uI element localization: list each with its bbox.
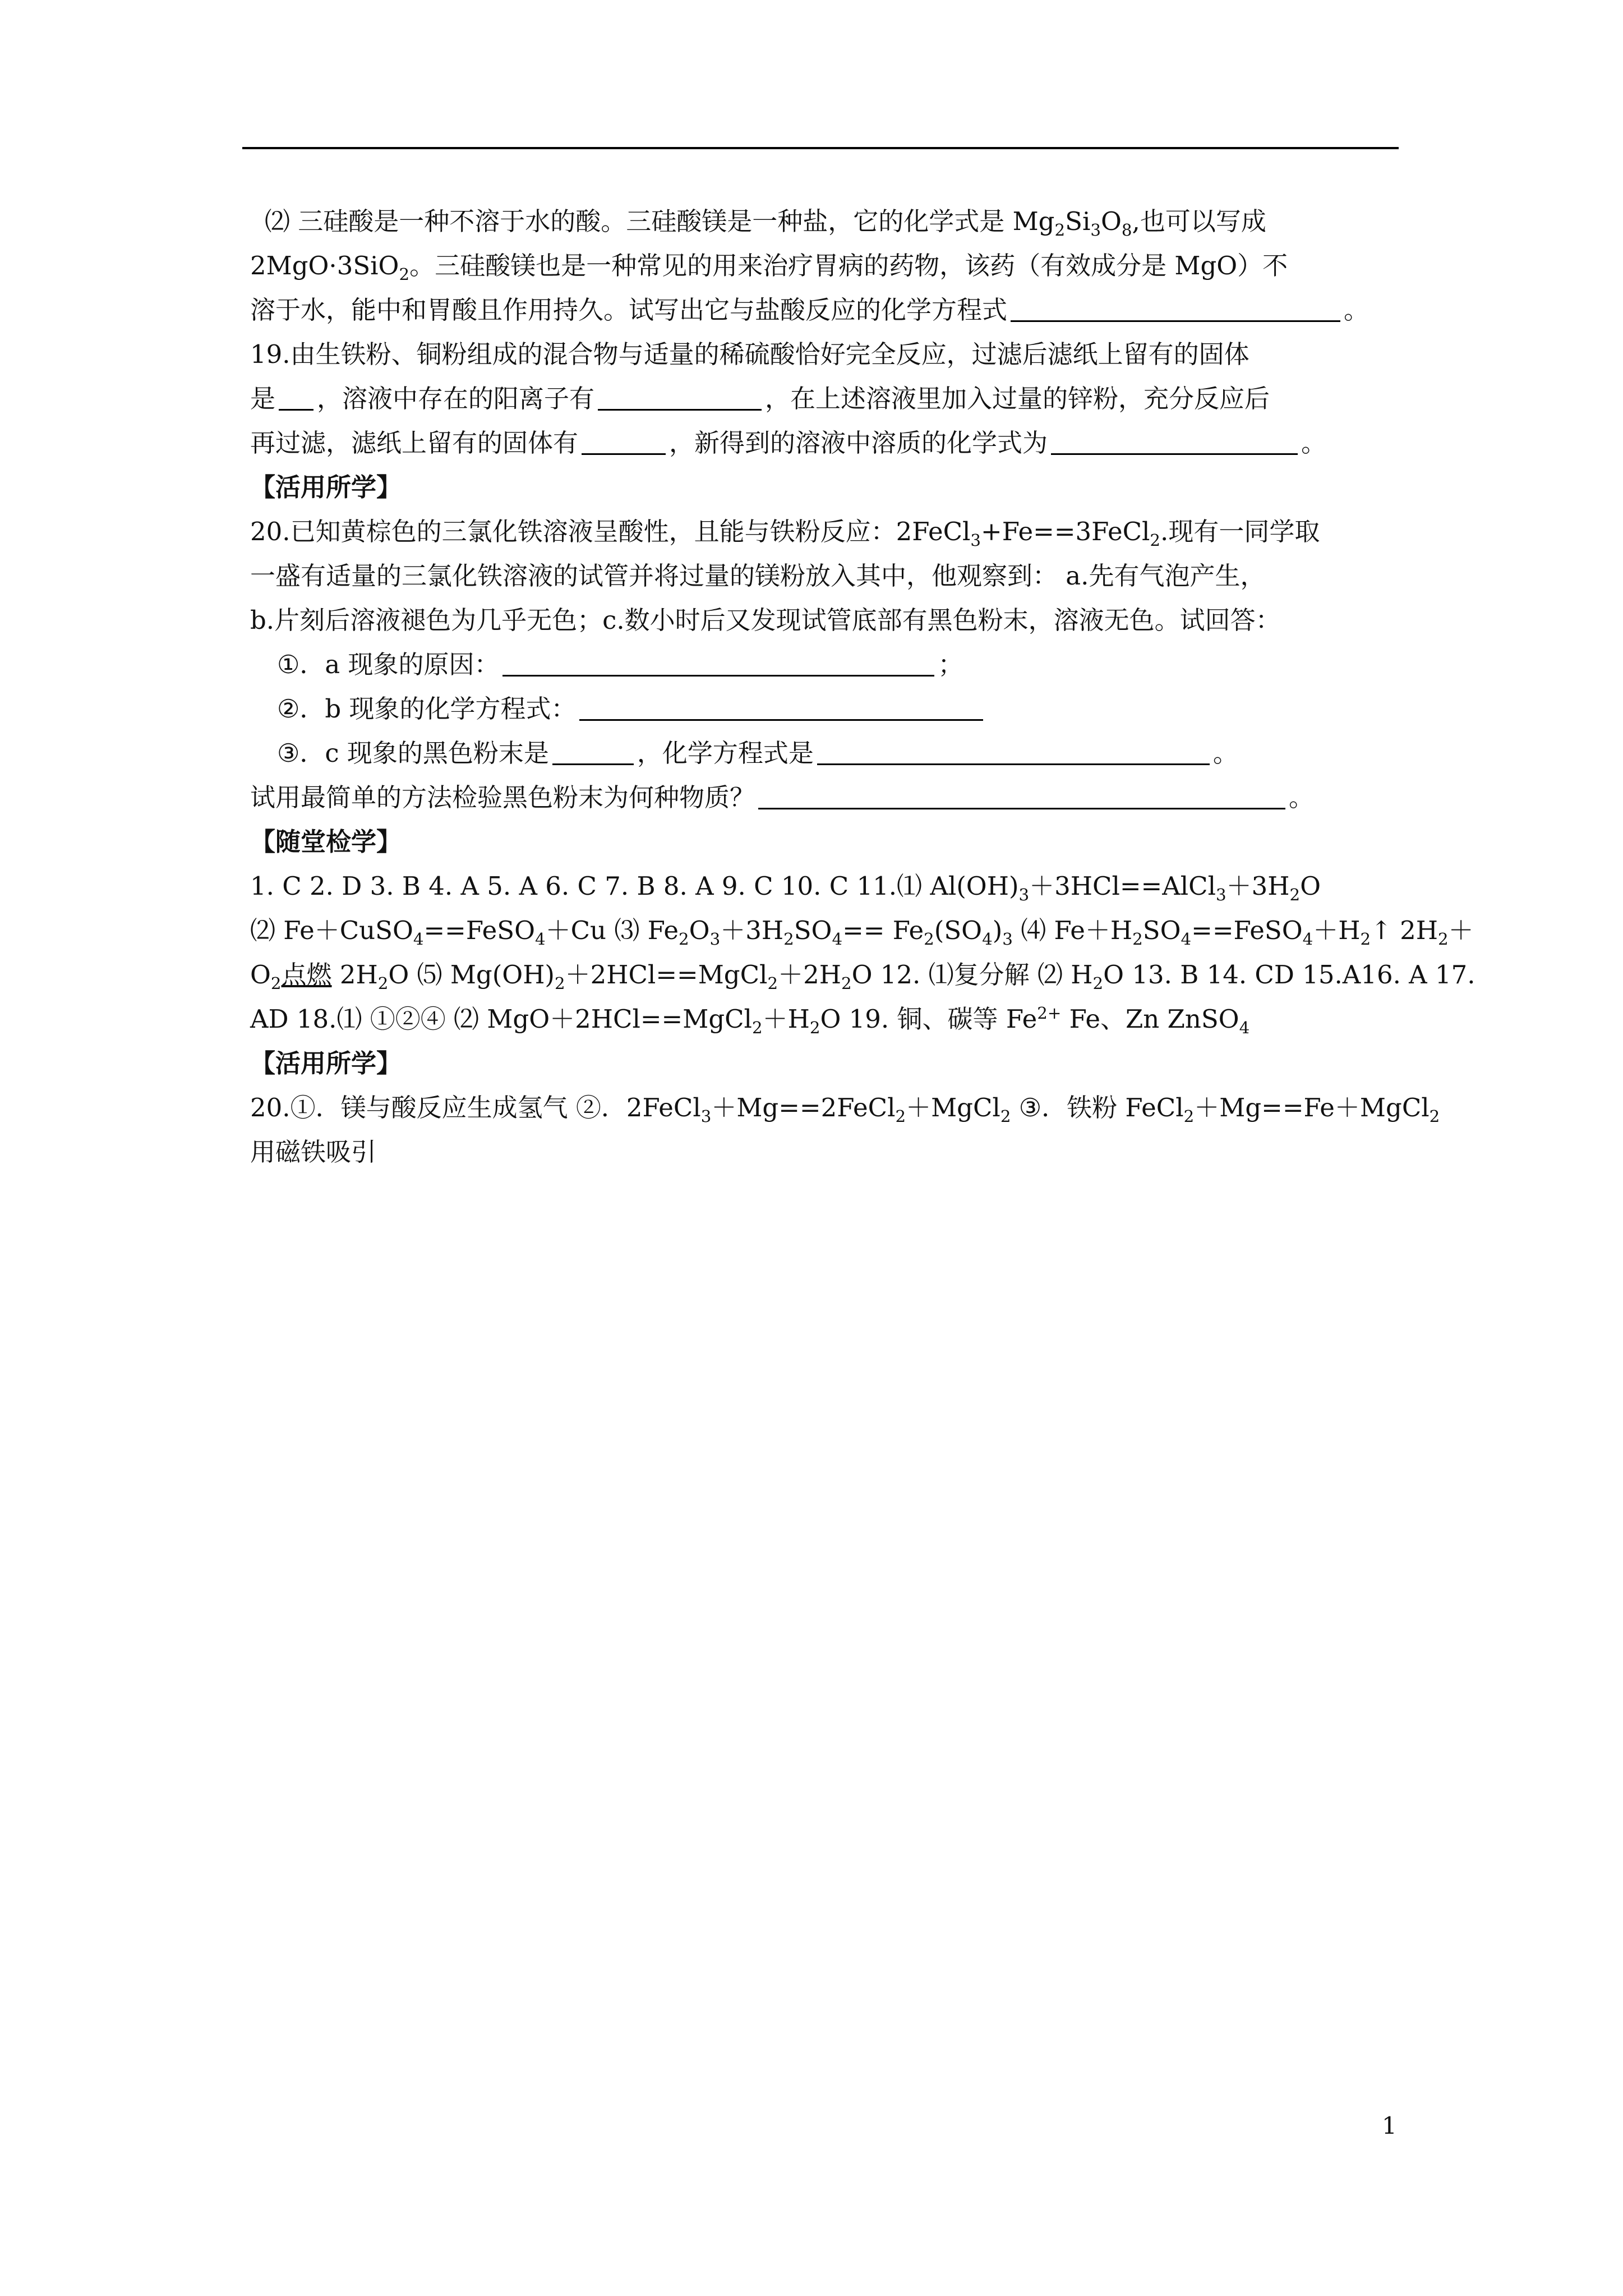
q18-part2-line3: 溶于水，能中和胃酸且作用持久。试写出它与盐酸反应的化学方程式 。 xyxy=(250,288,1439,332)
q19-line2: 是 ，溶液中存在的阳离子有 ，在上述溶液里加入过量的锌粉，充分反应后 xyxy=(250,376,1439,421)
q18-part2-line1: ⑵ 三硅酸是一种不溶于水的酸。三硅酸镁是一种盐，它的化学式是 $Mg_2Si_3O_8$,也可以写成 xyxy=(265,206,1266,240)
q20-sub2: ②．b 现象的化学方程式： xyxy=(250,687,1439,731)
answer-blank[interactable] xyxy=(758,781,1285,809)
q20-sub4: 试用最简单的方法检验黑色粉末为何种物质？ 。 xyxy=(250,775,1439,820)
header-rule xyxy=(242,147,1399,149)
q20-line2: 一盛有适量的三氯化铁溶液的试管并将过量的镁粉放入其中，他观察到： a.先有气泡产生， xyxy=(250,561,1266,591)
page-number: 1 xyxy=(1382,2112,1397,2139)
answers20-line1: 20.①．镁与酸反应生成氢气 ②．2FeCl$_3$＋Mg==2FeCl$_2$＋MgCl$_2$ ③．铁粉 FeCl$_2$＋Mg==Fe＋MgCl$_2$ xyxy=(250,1093,1440,1126)
answers20-line2: 用磁铁吸引 xyxy=(250,1137,377,1167)
q20-sub1: ①．a 现象的原因： ； xyxy=(250,642,1439,687)
q18-part2-line2: 2MgO·3SiO$_2$。三硅酸镁也是一种常见的用来治疗胃病的药物，该药（有效成分是 MgO）不 xyxy=(250,251,1288,284)
reaction-condition-ignite: 点燃 xyxy=(281,960,332,990)
q20-line3: b.片刻后溶液褪色为几乎无色；c.数小时后又发现试管底部有黑色粉末，溶液无色。试回答： xyxy=(250,605,1281,635)
section-heading-apply: 【活用所学】 xyxy=(250,472,402,502)
answer-blank[interactable] xyxy=(1011,293,1340,322)
answers-line4: AD 18.⑴ ①②④ ⑵ $MgO+2HCl==MgCl_2+H_2O$ 19. 铜、碳等 $Fe^{2+}$ Fe、Zn ZnSO$_4$ xyxy=(250,1004,1250,1037)
answer-blank[interactable] xyxy=(579,692,983,721)
answer-blank[interactable] xyxy=(582,426,666,455)
document-body xyxy=(250,199,1476,1174)
q19-line3: 再过滤，滤纸上留有的固体有 ，新得到的溶液中溶质的化学式为 。 xyxy=(250,421,1439,465)
answer-blank[interactable] xyxy=(502,648,934,677)
answer-blank[interactable] xyxy=(552,737,634,765)
answer-blank[interactable] xyxy=(1051,426,1298,455)
answers-line2: ⑵ Fe＋CuSO$_4$==FeSO$_4$＋Cu ⑶ $Fe_2O_3+3H_2SO_4== Fe_2(SO_4)_3$ ⑷ $Fe+H_2SO_4==FeSO_4+H_2↑$ $2H_2+$ xyxy=(250,915,1474,949)
section-heading-apply-answers: 【活用所学】 xyxy=(250,1048,402,1078)
q20-sub3: ③．c 现象的黑色粉末是 ，化学方程式是 。 xyxy=(250,731,1439,775)
answers-line3: $O_2$点燃 $2H_2O$ ⑸ $Mg(OH)_2+2HCl==MgCl_2+2H_2O$ 12. ⑴复分解 ⑵ $H_2O$ 13. B 14. CD 15.A16. A 17. xyxy=(250,960,1476,993)
answer-blank[interactable] xyxy=(598,382,762,411)
q19-line1: 19.由生铁粉、铜粉组成的混合物与适量的稀硫酸恰好完全反应，过滤后滤纸上留有的固体 xyxy=(250,339,1249,369)
section-heading-check: 【随堂检学】 xyxy=(250,827,402,857)
q20-line1: 20.已知黄棕色的三氯化铁溶液呈酸性，且能与铁粉反应：2FeCl$_3$+Fe==3FeCl$_2$.现有一同学取 xyxy=(250,517,1320,550)
answer-blank[interactable] xyxy=(817,737,1210,765)
answers-line1: 1. C 2. D 3. B 4. A 5. A 6. C 7. B 8. A 9. C 10. C 11.⑴ $Al(OH)_3+3HCl==AlCl_3+3H_2O$ xyxy=(250,871,1321,904)
answer-blank[interactable] xyxy=(279,382,313,411)
